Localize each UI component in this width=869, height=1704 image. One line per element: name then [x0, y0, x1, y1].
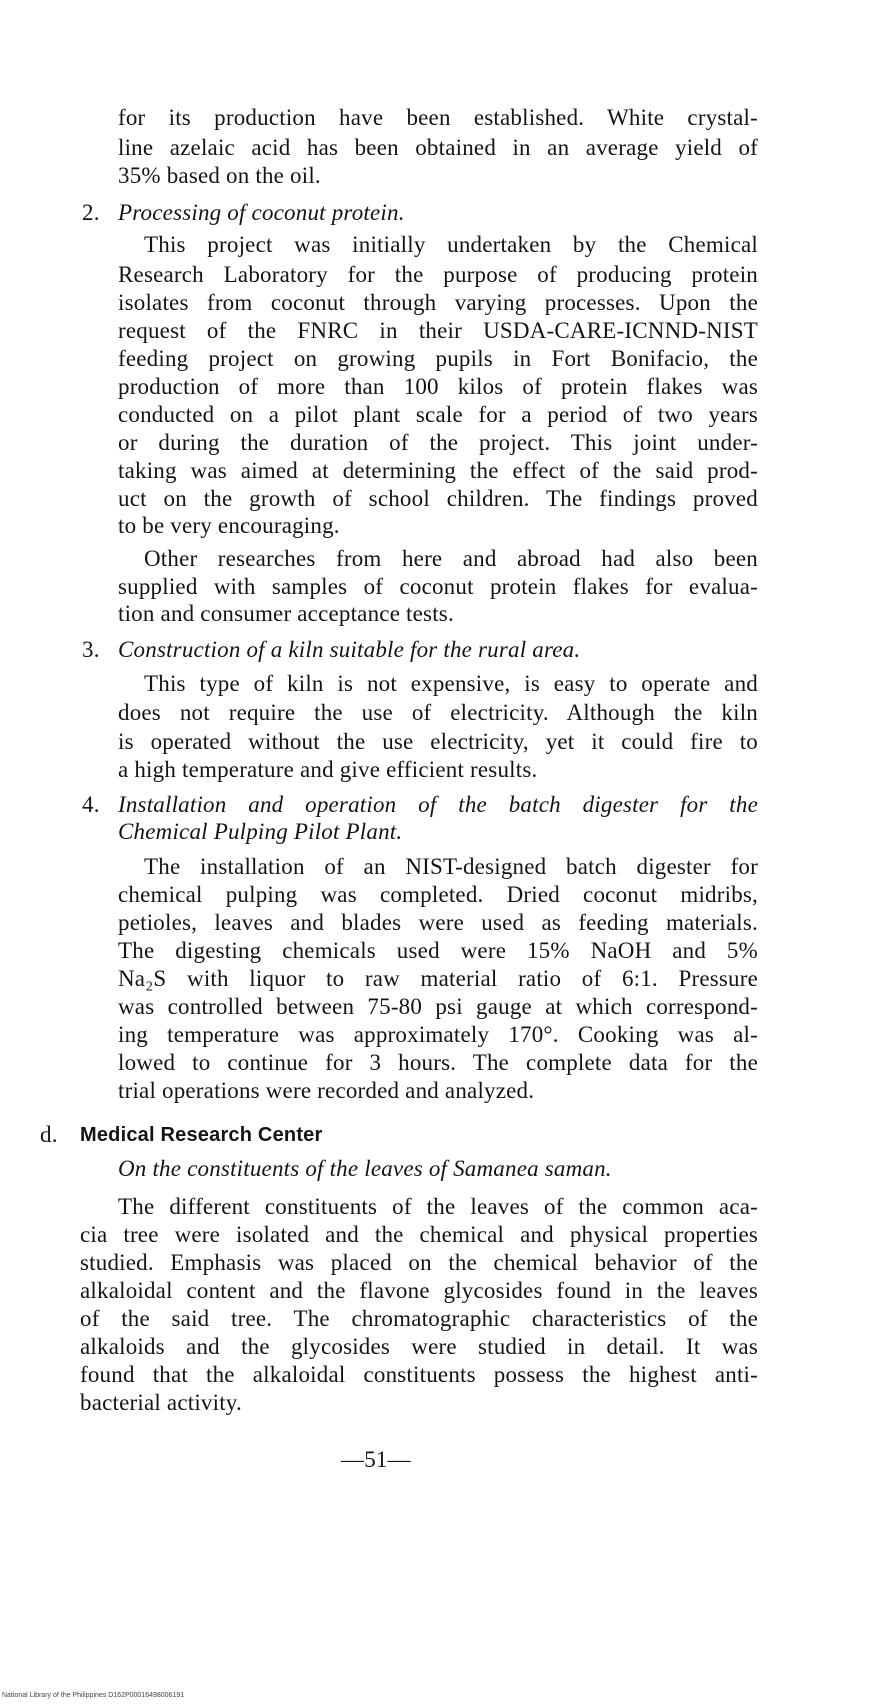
library-footer: National Library of the Philippines D162P00016498006191 [2, 1692, 185, 1699]
item-heading-cont: Chemical Pulping Pilot Plant. [118, 819, 403, 844]
text-line: production of more than 100 kilos of protein flakes was [118, 374, 758, 399]
text-line: line azelaic acid has been obtained in an average yield of [118, 135, 758, 160]
text-line: lowed to continue for 3 hours. The complete data for the [118, 1050, 758, 1075]
text-line: of the said tree. The chromatographic characteristics of the [80, 1306, 758, 1331]
text-line: isolates from coconut through varying processes. Upon the [118, 290, 758, 315]
text-line: The installation of an NIST-designed batch digester for [144, 854, 758, 879]
text-line: tion and consumer acceptance tests. [118, 601, 454, 626]
item-heading: Construction of a kiln suitable for the rural area. [118, 637, 581, 662]
item-number: 2. [82, 200, 100, 225]
page-number: —51— [341, 1447, 411, 1472]
text-line: taking was aimed at determining the effect of the said prod- [118, 458, 758, 483]
text-line: bacterial activity. [80, 1390, 242, 1415]
text-line: studied. Emphasis was placed on the chemical behavior of the [80, 1250, 758, 1275]
text-line: request of the FNRC in their USDA-CARE-ICNND-NIST [118, 318, 758, 343]
text-line: The digesting chemicals used were 15% NaOH and 5% [118, 938, 758, 963]
item-number: 4. [82, 792, 100, 817]
text-line: or during the duration of the project. This joint under- [118, 430, 758, 455]
text-line: found that the alkaloidal constituents possess the highest anti- [80, 1362, 758, 1387]
text-line: supplied with samples of coconut protein flakes for evalua- [118, 574, 758, 599]
text-line: This project was initially undertaken by the Chemical [144, 232, 758, 257]
text-line: to be very encouraging. [118, 513, 340, 538]
text-line: does not require the use of electricity. Although the kiln [118, 700, 758, 725]
section-letter: d. [40, 1122, 58, 1147]
section-subtitle: On the constituents of the leaves of Samanea saman. [118, 1156, 612, 1181]
item-heading: Processing of coconut protein. [118, 200, 405, 225]
text-line: 35% based on the oil. [118, 163, 321, 188]
text-line: was controlled between 75-80 psi gauge at which correspond- [118, 994, 758, 1019]
text-line: alkaloids and the glycosides were studied in detail. It was [80, 1334, 758, 1359]
text-line: This type of kiln is not expensive, is easy to operate and [144, 671, 758, 696]
text-line: The different constituents of the leaves of the common aca- [118, 1194, 758, 1219]
text-line: Other researches from here and abroad had also been [144, 546, 758, 571]
text-line: Research Laboratory for the purpose of producing protein [118, 262, 758, 287]
text-line: Na₂S with liquor to raw material ratio of 6:1. Pressure [118, 966, 758, 991]
text-line: a high temperature and give efficient results. [118, 757, 538, 782]
text-line: trial operations were recorded and analyzed. [118, 1078, 535, 1103]
item-heading: Installation and operation of the batch digester for the [118, 792, 758, 817]
text-line: chemical pulping was completed. Dried coconut midribs, [118, 882, 758, 907]
text-line: alkaloidal content and the flavone glycosides found in the leaves [80, 1278, 758, 1303]
text-line: conducted on a pilot plant scale for a period of two years [118, 402, 758, 427]
text-line: petioles, leaves and blades were used as feeding materials. [118, 910, 758, 935]
text-line: for its production have been established. White crystal- [118, 105, 758, 130]
text-line: uct on the growth of school children. The findings proved [118, 486, 758, 511]
text-line: cia tree were isolated and the chemical and physical properties [80, 1222, 758, 1247]
item-number: 3. [82, 637, 100, 662]
text-line: ing temperature was approximately 170°. Cooking was al- [118, 1022, 758, 1047]
text-line: is operated without the use electricity, yet it could fire to [118, 729, 758, 754]
section-title: Medical Research Center [80, 1124, 323, 1146]
text-line: feeding project on growing pupils in Fort Bonifacio, the [118, 346, 758, 371]
